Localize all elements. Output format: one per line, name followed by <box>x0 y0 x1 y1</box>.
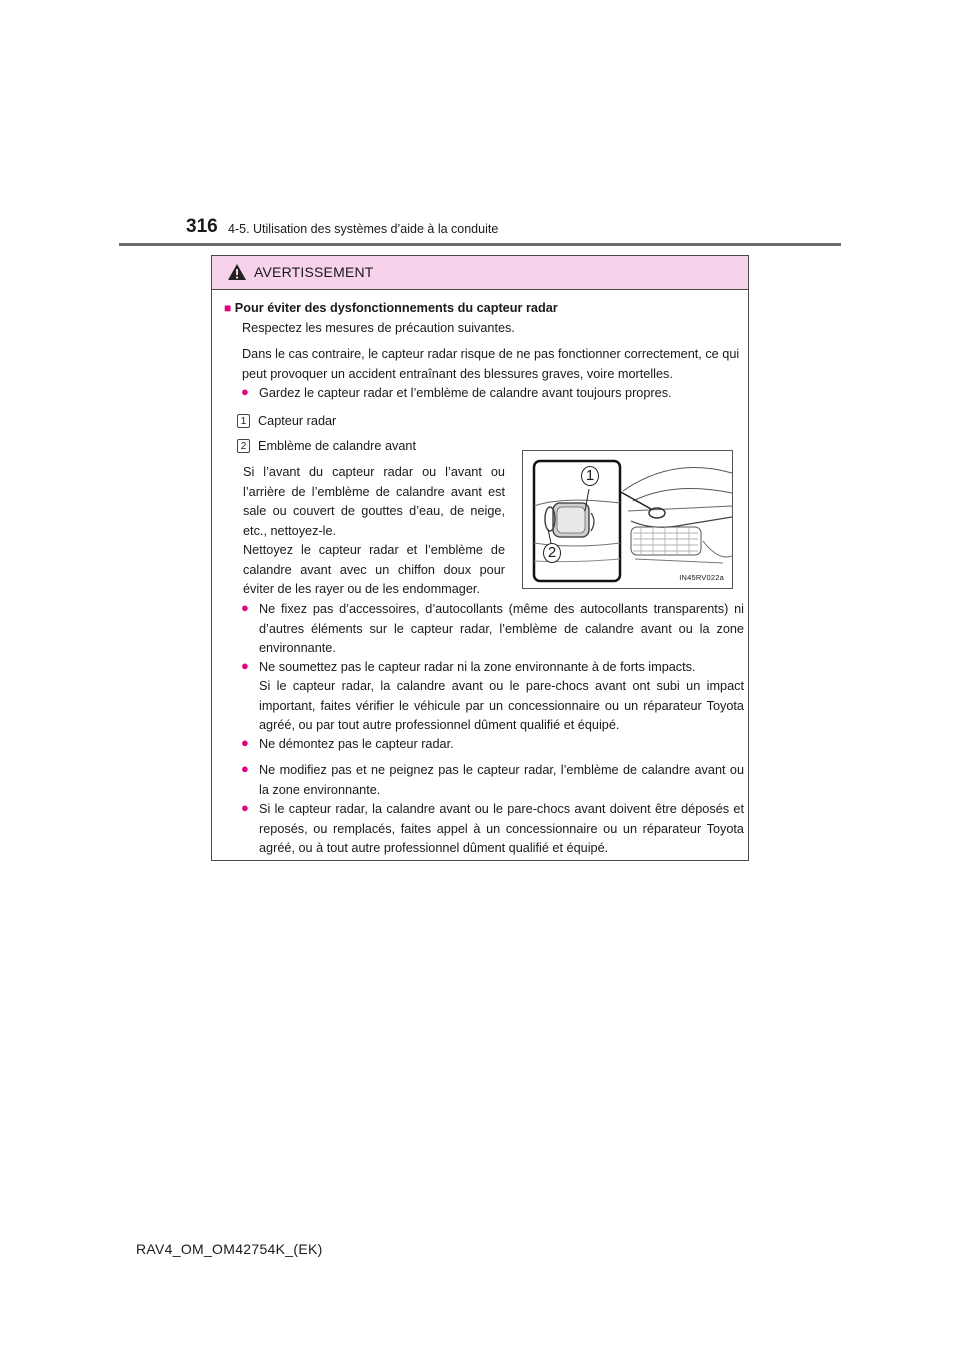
subsection-title: Pour éviter des dysfonctionnements du capteur radar <box>234 301 558 315</box>
square-bullet-icon: ■ <box>224 301 232 315</box>
radar-sensor-illustration <box>522 450 733 589</box>
intro-paragraph-2: Dans le cas contraire, le capteur radar risque de ne pas fonctionner correctement, ce qui peut provoquer un accident entraînant des blessures graves, voire mortelles. <box>242 347 740 381</box>
bullet-dot-icon: ● <box>241 761 249 776</box>
bullet-no-impacts: Ne soumettez pas le capteur radar ni la zone environnante à de forts impacts. <box>259 660 696 674</box>
bullet-dot-icon: ● <box>241 735 249 750</box>
figure-callout-2: 2 <box>543 543 561 563</box>
subsection-heading <box>224 299 744 319</box>
document-code: RAV4_OM_OM42754K_(EK) <box>136 1241 323 1257</box>
warning-header <box>212 256 748 290</box>
warning-title: AVERTISSEMENT <box>254 264 374 280</box>
car-front-drawing <box>523 451 732 588</box>
bullet-no-accessories: Ne fixez pas d’accessoires, d’autocollants (même des autocollants transparents) ni d’autres éléments sur le capteur radar, l’emblème de calandre avant ou la zone environnante. <box>259 602 744 655</box>
paragraph-impact-check: Si le capteur radar, la calandre avant ou le pare-chocs avant ont subi un impact important, faites vérifier le véhicule par un concessionnaire ou un réparateur Toyota agréé, ou par tout autre professionnel dûment qualifié et équipé. <box>259 679 744 732</box>
bullet-dot-icon: ● <box>241 384 249 399</box>
bullet-dot-icon: ● <box>241 800 249 815</box>
paragraph-clean-sensor: Nettoyez le capteur radar et l’emblème de calandre avant avec un chiffon doux pour éviter de les rayer ou de les endommager. <box>243 543 505 596</box>
warning-triangle-icon <box>227 263 247 281</box>
bullet-keep-clean: Gardez le capteur radar et l’emblème de calandre avant toujours propres. <box>259 386 672 400</box>
figure-callout-1: 1 <box>581 466 599 486</box>
bullet-no-paint: Ne modifiez pas et ne peignez pas le capteur radar, l’emblème de calandre avant ou la zone environnante. <box>259 763 744 797</box>
legend-radar-sensor: Capteur radar <box>258 414 337 428</box>
legend-grille-emblem: Emblème de calandre avant <box>258 439 416 453</box>
bullet-dot-icon: ● <box>241 658 249 673</box>
header-rule <box>119 243 841 246</box>
bullet-no-disassembly: Ne démontez pas le capteur radar. <box>259 737 454 751</box>
warning-box <box>211 255 749 861</box>
section-title: 4-5. Utilisation des systèmes d’aide à la conduite <box>228 222 499 236</box>
legend-number-1: 1 <box>237 414 250 428</box>
page-number: 316 <box>186 216 218 237</box>
paragraph-dirty-sensor: Si l’avant du capteur radar ou l’avant ou l’arrière de l’emblème de calandre avant est sale ou couvert de gouttes d’eau, de neige, etc., nettoyez-le. <box>243 465 505 538</box>
intro-line-1: Respectez les mesures de précaution suivantes. <box>242 321 515 335</box>
bullet-removal-service: Si le capteur radar, la calandre avant ou le pare-chocs avant doivent être déposés et reposés, ou remplacés, faites appel à un concessionnaire ou un réparateur Toyota agréé, ou à tout autre professionnel dûment qualifié et équipé. <box>259 802 744 855</box>
legend-number-2: 2 <box>237 439 250 453</box>
figure-code: IN45RV022a <box>679 573 724 582</box>
bullet-dot-icon: ● <box>241 600 249 615</box>
